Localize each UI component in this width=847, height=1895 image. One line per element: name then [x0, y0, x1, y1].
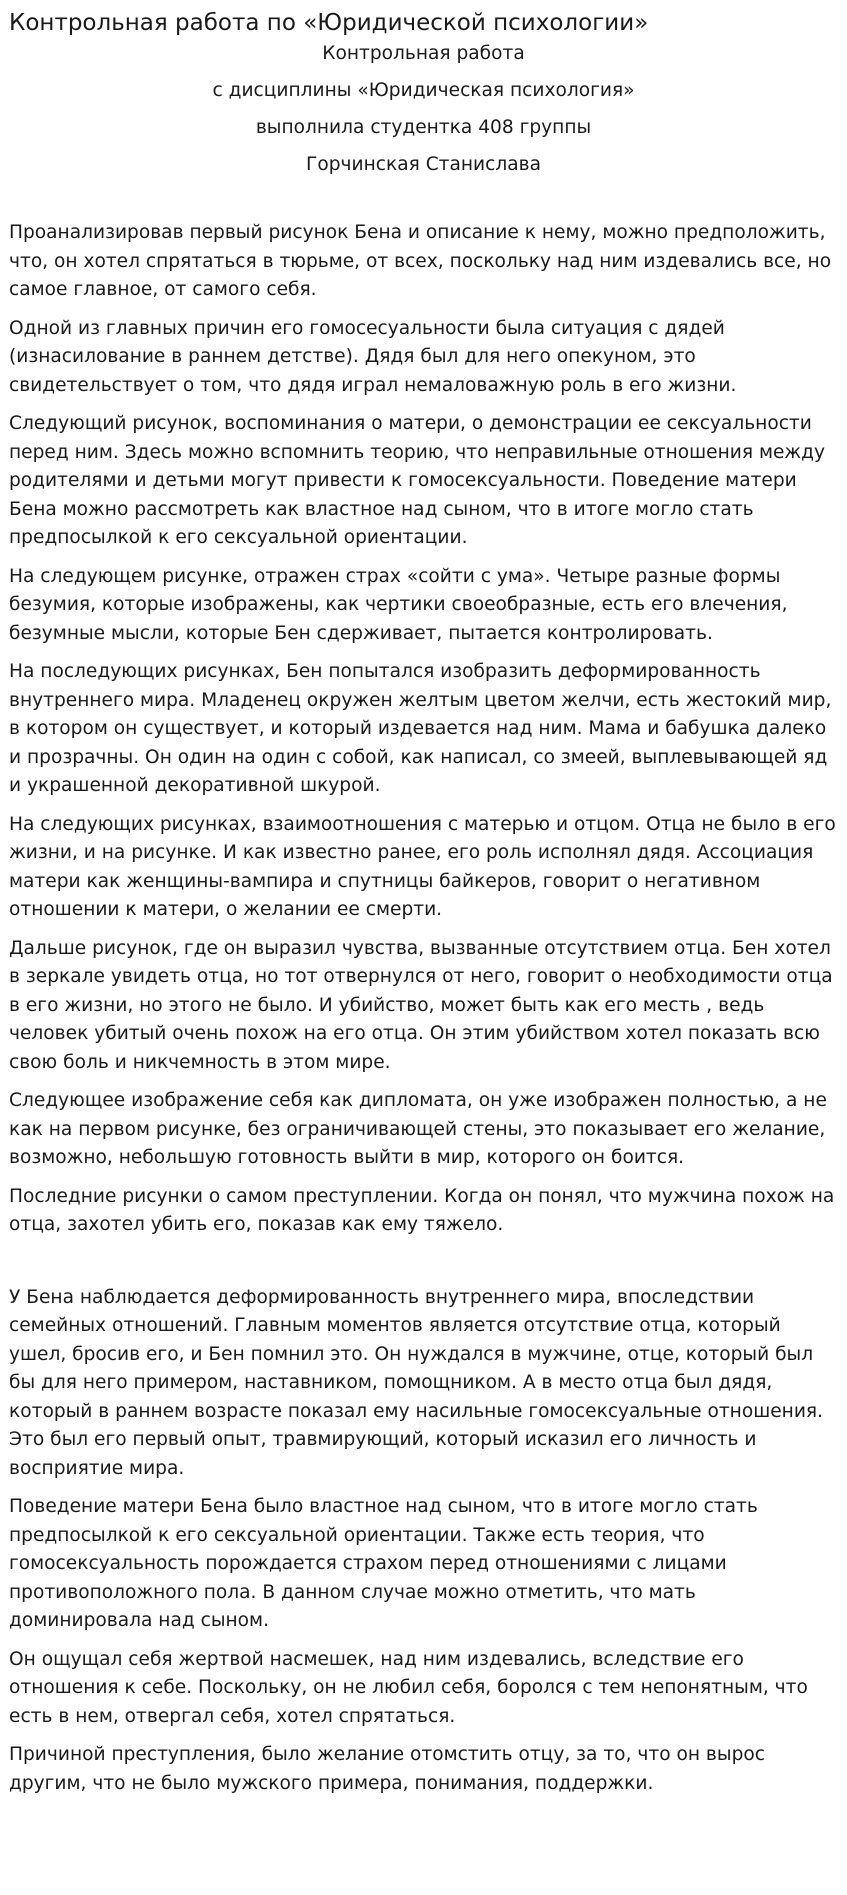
- paragraph: Последние рисунки о самом преступлении. Когда он понял, что мужчина похож на отца, захотел убить его, показав как ему тяжело.: [9, 1185, 835, 1235]
- paragraph: Поведение матери Бена было властное над сыном, что в итоге могло стать предпосылкой к его сексуальной ориентации. Также есть теория, что гомосексуальность порождается страхом перед отношениями с лицами противоположного пола. В данном случае можно отметить, что мать доминировала над сыном.: [9, 1496, 758, 1631]
- paragraph: Следующий рисунок, воспоминания о матери, о демонстрации ее сексуальности перед ним. Здесь можно вспомнить теорию, что неправильные отношения между родителями и детьми могут привести к гомосексуальности. Поведение матери Бена можно рассмотреть как властное над сыном, что в итоге могло стать предпосылкой к его сексуальной ориентации.: [9, 413, 826, 548]
- page-title: Контрольная работа по «Юридической психологии»: [9, 10, 649, 36]
- paragraph: Он ощущал себя жертвой насмешек, над ним издевались, вследствие его отношения к себе. Поскольку, он не любил себя, боролся с тем непонятным, что есть в нем, отвергал себя, хотел спрятаться.: [9, 1648, 808, 1727]
- paragraph: На следующих рисунках, взаимоотношения с матерью и отцом. Отца не было в его жизни, и на рисунке. И как известно ранее, его роль исполнял дядя. Ассоциация матери как женщины-вампира и спутницы байкеров, говорит о негативном отношении к матери, о желании ее смерти.: [9, 813, 836, 920]
- header-line-author-group: выполнила студентка 408 группы: [255, 117, 592, 138]
- analysis-section: [9, 219, 838, 1240]
- paragraph: Причиной преступления, было желание отомстить отцу, за то, что он вырос другим, что не было мужского примера, понимания, поддержки.: [9, 1744, 765, 1794]
- paragraph: Одной из главных причин его гомосесуальности была ситуация с дядей (изнасилование в раннем детстве). Дядя был для него опекуном, это свидетельствует о том, что дядя играл немаловажную роль в его жизни.: [9, 317, 737, 396]
- conclusion-section: [9, 1284, 838, 1799]
- header-line-author-name: Горчинская Станислава: [306, 154, 541, 175]
- header-line-work-type: Контрольная работа: [322, 43, 525, 64]
- header-line-discipline: с дисциплины «Юридическая психология»: [212, 80, 635, 101]
- paragraph: На последующих рисунках, Бен попытался изобразить деформированность внутреннего мира. Младенец окружен желтым цветом желчи, есть жестокий мир, в котором он существует, и который издевается над ним. Мама и бабушка далеко и прозрачны. Он один на один с собой, как написал, со змеей, выплевывающей яд и украшенной декоративной шкурой.: [9, 661, 832, 796]
- title-block: [9, 42, 838, 177]
- paragraph: У Бена наблюдается деформированность внутреннего мира, впоследствии семейных отношений. Главным моментов является отсутствие отца, который ушел, бросив его, и Бен помнил это. Он нуждался в мужчине, отце, который был бы для него примером, наставником, помощником. А в место отца был дядя, который в раннем возрасте показал ему насильные гомосексуальные отношения. Это был его первый опыт, травмирующий, который исказил его личность и восприятие мира.: [9, 1286, 823, 1479]
- paragraph: Проанализировав первый рисунок Бена и описание к нему, можно предположить, что, он хотел спрятаться в тюрьме, от всех, поскольку над ним издевались все, но самое главное, от самого себя.: [9, 222, 832, 300]
- paragraph: На следующем рисунке, отражен страх «сойти с ума». Четыре разные формы безумия, которые изображены, как чертики своеобразные, есть его влечения, безумные мысли, которые Бен сдерживает, пытается контролировать.: [9, 565, 788, 644]
- paragraph: Дальше рисунок, где он выразил чувства, вызванные отсутствием отца. Бен хотел в зеркале увидеть отца, но тот отвернулся от него, говорит о необходимости отца в его жизни, но этого не было. И убийство, может быть как его месть , ведь человек убитый очень похож на его отца. Он этим убийством хотел показать всю свою боль и никчемность в этом мире.: [9, 937, 833, 1073]
- paragraph: Следующее изображение себя как дипломата, он уже изображен полностью, а не как на первом рисунке, без ограничивающей стены, это показывает его желание, возможно, небольшую готовность выйти в мир, которого он боится.: [9, 1090, 827, 1168]
